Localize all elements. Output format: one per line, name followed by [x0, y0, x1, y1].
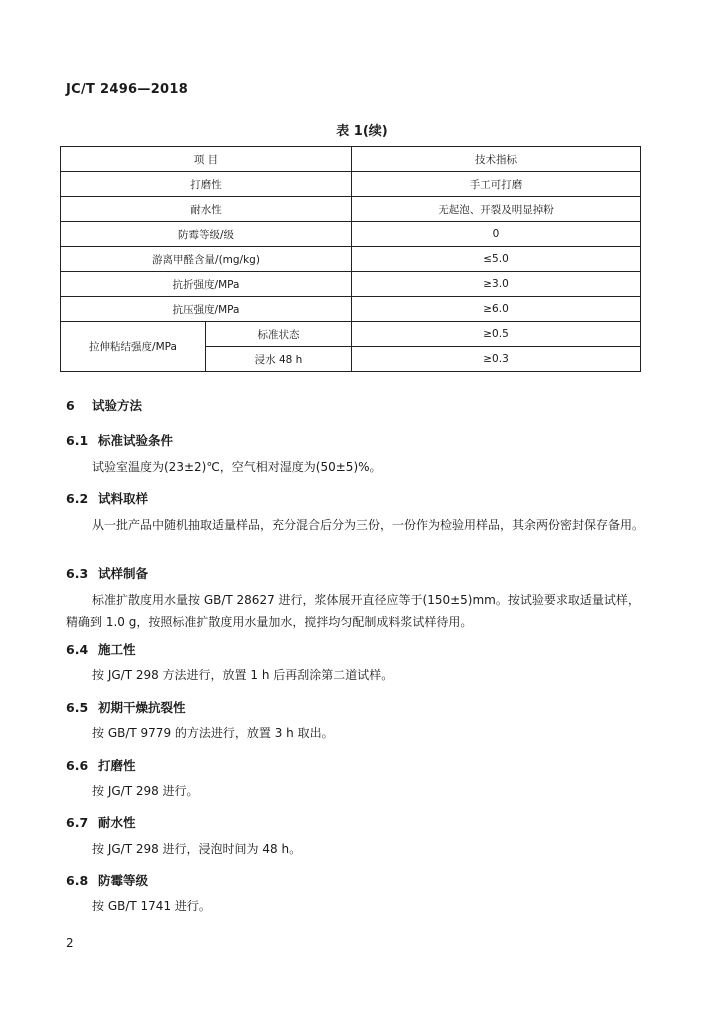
subsection-number: 6.7	[66, 815, 89, 830]
subsection-text: 按 GB/T 1741 进行。	[92, 899, 211, 913]
subsection-heading	[66, 640, 136, 658]
subsection-heading	[66, 564, 148, 582]
subsection-title: 标准试验条件	[98, 433, 174, 448]
row-spec: ≤5.0	[352, 247, 641, 272]
row-item: 防霉等级/级	[61, 222, 352, 247]
table-header-row	[61, 147, 641, 172]
subsection-text: 按 JG/T 298 进行，浸泡时间为 48 h。	[92, 842, 302, 856]
bond-condition: 标准状态	[206, 322, 352, 347]
row-item: 游离甲醛含量/(mg/kg)	[61, 247, 352, 272]
row-spec: 无起泡、开裂及明显掉粉	[352, 197, 641, 222]
subsection-text: 从一批产品中随机抽取适量样品，充分混合后分为三份，一份作为检验用样品，其余两份密封保存备用。	[92, 518, 645, 532]
row-spec: 0	[352, 222, 641, 247]
section-number: 6	[66, 398, 75, 413]
table-caption: 表 1(续)	[336, 124, 388, 139]
bond-spec: ≥0.3	[352, 347, 641, 372]
subsection-heading	[66, 813, 136, 831]
section-heading	[66, 396, 142, 414]
subsection-title: 耐水性	[98, 815, 136, 830]
table-row	[61, 297, 641, 322]
subsection-heading	[66, 489, 148, 507]
section-title: 试验方法	[92, 398, 143, 413]
subsection-title: 施工性	[98, 642, 136, 657]
subsection-heading	[66, 756, 136, 774]
subsection-number: 6.6	[66, 758, 89, 773]
subsection-title: 防霉等级	[98, 873, 149, 888]
table-row	[61, 322, 641, 347]
subsection-number: 6.3	[66, 566, 89, 581]
standard-code: JC/T 2496—2018	[66, 82, 189, 97]
subsection-heading	[66, 871, 148, 889]
page-number: 2	[66, 936, 74, 950]
subsection-number: 6.2	[66, 491, 89, 506]
subsection-text: 按 GB/T 9779 的方法进行，放置 3 h 取出。	[92, 726, 334, 740]
subsection-text: 试验室温度为(23±2)℃，空气相对湿度为(50±5)%。	[92, 460, 382, 474]
row-item: 耐水性	[61, 197, 352, 222]
spec-table	[60, 146, 641, 372]
subsection-text: 按 JG/T 298 方法进行，放置 1 h 后再刮涂第二道试样。	[92, 668, 394, 682]
table-row	[61, 197, 641, 222]
subsection-number: 6.1	[66, 433, 89, 448]
row-item: 抗压强度/MPa	[61, 297, 352, 322]
row-item: 抗折强度/MPa	[61, 272, 352, 297]
subsection-number: 6.5	[66, 700, 89, 715]
header-spec: 技术指标	[352, 147, 641, 172]
row-spec: ≥3.0	[352, 272, 641, 297]
row-spec: 手工可打磨	[352, 172, 641, 197]
subsection-title: 试料取样	[98, 491, 149, 506]
table-row	[61, 222, 641, 247]
subsection-title: 初期干燥抗裂性	[98, 700, 186, 715]
bond-condition: 浸水 48 h	[206, 347, 352, 372]
table-row	[61, 272, 641, 297]
header-item: 项 目	[61, 147, 352, 172]
row-item: 打磨性	[61, 172, 352, 197]
row-spec: ≥6.0	[352, 297, 641, 322]
subsection-number: 6.4	[66, 642, 89, 657]
subsection-text: 按 JG/T 298 进行。	[92, 784, 199, 798]
subsection-title: 试样制备	[98, 566, 149, 581]
table-row	[61, 172, 641, 197]
table-row	[61, 247, 641, 272]
bond-spec: ≥0.5	[352, 322, 641, 347]
subsection-heading	[66, 431, 173, 449]
subsection-heading	[66, 698, 186, 716]
subsection-title: 打磨性	[98, 758, 136, 773]
subsection-text: 标准扩散度用水量按 GB/T 28627 进行，浆体展开直径应等于(150±5)mm。按试验要求取适量试样，精确到 1.0 g，按照标准扩散度用水量加水，搅拌均匀配制成料浆试样待用。	[66, 593, 640, 629]
bond-strength-item: 拉伸粘结强度/MPa	[61, 322, 206, 372]
subsection-number: 6.8	[66, 873, 89, 888]
